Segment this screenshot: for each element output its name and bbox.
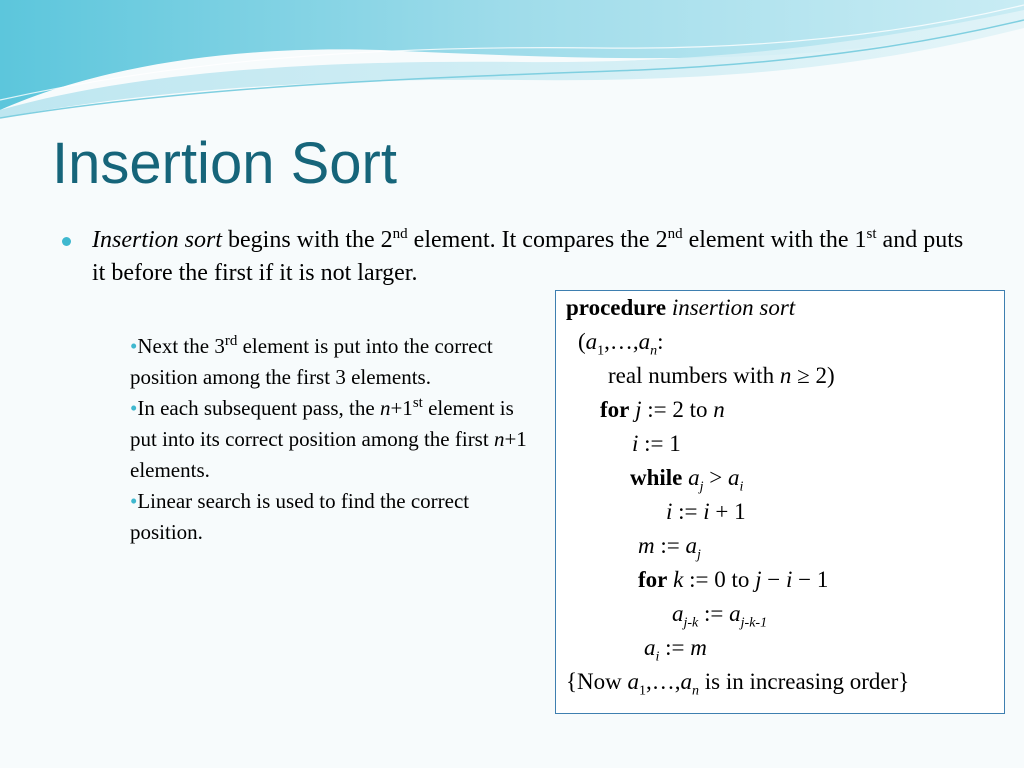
text: is in increasing order}	[699, 669, 910, 694]
sub: i	[655, 649, 660, 665]
sub: j-k	[683, 615, 699, 631]
sub: n	[692, 683, 700, 699]
text: element. It compares the 2	[407, 227, 668, 253]
var: n	[779, 363, 792, 388]
var: i	[703, 499, 710, 524]
var: a	[585, 329, 598, 354]
sub-bullet-item	[130, 393, 530, 486]
var: i	[632, 431, 639, 456]
code-line-12	[566, 669, 910, 699]
text: := 1	[638, 431, 681, 456]
var: i	[666, 499, 673, 524]
text: In each subsequent pass, the	[137, 396, 380, 420]
text: +1	[390, 396, 413, 420]
var: a	[729, 601, 741, 626]
text: element is put into its correct position among the first	[130, 396, 514, 451]
text: ,…,	[604, 329, 639, 354]
var: a	[680, 669, 693, 694]
bullet-dot-icon	[62, 237, 71, 246]
text: + 1	[709, 499, 746, 524]
code-line-1	[566, 295, 795, 321]
var: k	[667, 567, 684, 592]
text: (	[578, 329, 586, 354]
bullet-icon: •	[130, 334, 138, 358]
keyword: for	[638, 567, 668, 592]
sub: n	[650, 343, 658, 359]
var: n	[379, 396, 391, 420]
sub: 1	[597, 343, 605, 359]
sub: j	[697, 547, 701, 563]
header-wave-decoration	[0, 0, 1024, 130]
var: a	[627, 669, 640, 694]
text: := 2 to	[641, 397, 714, 422]
text: ,…,	[646, 669, 681, 694]
bullet-icon: •	[130, 489, 138, 513]
text: {Now	[566, 669, 628, 694]
code-line-11	[644, 635, 707, 665]
code-line-2	[578, 329, 664, 359]
code-line-7	[666, 499, 746, 525]
sub-bullet-item	[130, 331, 530, 393]
code-line-9	[638, 567, 828, 593]
code-line-10	[672, 601, 768, 631]
var: m	[638, 533, 655, 558]
var: a	[682, 465, 700, 490]
code-line-5	[632, 431, 681, 457]
keyword: procedure	[566, 295, 667, 320]
text: and puts it before the first if it is not larger.	[92, 227, 964, 286]
text: >	[703, 465, 729, 490]
sub: 1	[639, 683, 647, 699]
text: :=	[654, 533, 686, 558]
code-line-3	[608, 363, 835, 389]
var: j	[755, 567, 762, 592]
sup: rd	[224, 333, 238, 349]
procedure-name: insertion sort	[671, 295, 796, 320]
var: m	[690, 635, 707, 660]
var: j	[629, 397, 642, 422]
pseudocode-box	[555, 290, 1005, 714]
text: −	[761, 567, 786, 592]
text: :=	[659, 635, 691, 660]
keyword: while	[630, 465, 683, 490]
text: element is put into the correct position among the first 3 elements.	[130, 334, 493, 389]
text: +1 elements.	[130, 427, 527, 482]
main-bullet-text	[92, 224, 972, 290]
var: a	[638, 329, 651, 354]
sub: j-k-1	[740, 615, 768, 631]
text: :=	[672, 499, 704, 524]
code-line-4	[600, 397, 725, 423]
bullet-icon: •	[130, 396, 138, 420]
text: := 0 to	[683, 567, 756, 592]
keyword: for	[600, 397, 630, 422]
text: Next the 3	[137, 334, 225, 358]
text: − 1	[792, 567, 829, 592]
text: begins with the 2	[222, 227, 393, 253]
var: a	[685, 533, 697, 558]
slide-title: Insertion Sort	[52, 131, 397, 196]
text: ≥ 2)	[791, 363, 835, 388]
text: element with the 1	[682, 227, 867, 253]
var: i	[785, 567, 793, 592]
sup: nd	[667, 226, 683, 242]
var: a	[672, 601, 684, 626]
sub-bullet-item	[130, 486, 530, 548]
sup: nd	[392, 226, 408, 242]
var: n	[493, 427, 505, 451]
text: Linear search is used to find the correct position.	[130, 489, 470, 544]
text: real numbers with	[608, 363, 780, 388]
sub-bullet-list	[130, 331, 530, 548]
sub: j	[699, 479, 704, 495]
var: n	[713, 397, 725, 422]
sup: st	[866, 226, 877, 242]
code-line-8	[638, 533, 701, 563]
code-line-6	[630, 465, 744, 495]
var: a	[728, 465, 740, 490]
text: :=	[698, 601, 730, 626]
sub: i	[739, 479, 744, 495]
sup: st	[412, 395, 423, 411]
text: :	[657, 329, 664, 354]
var: a	[644, 635, 656, 660]
term: Insertion sort	[92, 227, 223, 253]
